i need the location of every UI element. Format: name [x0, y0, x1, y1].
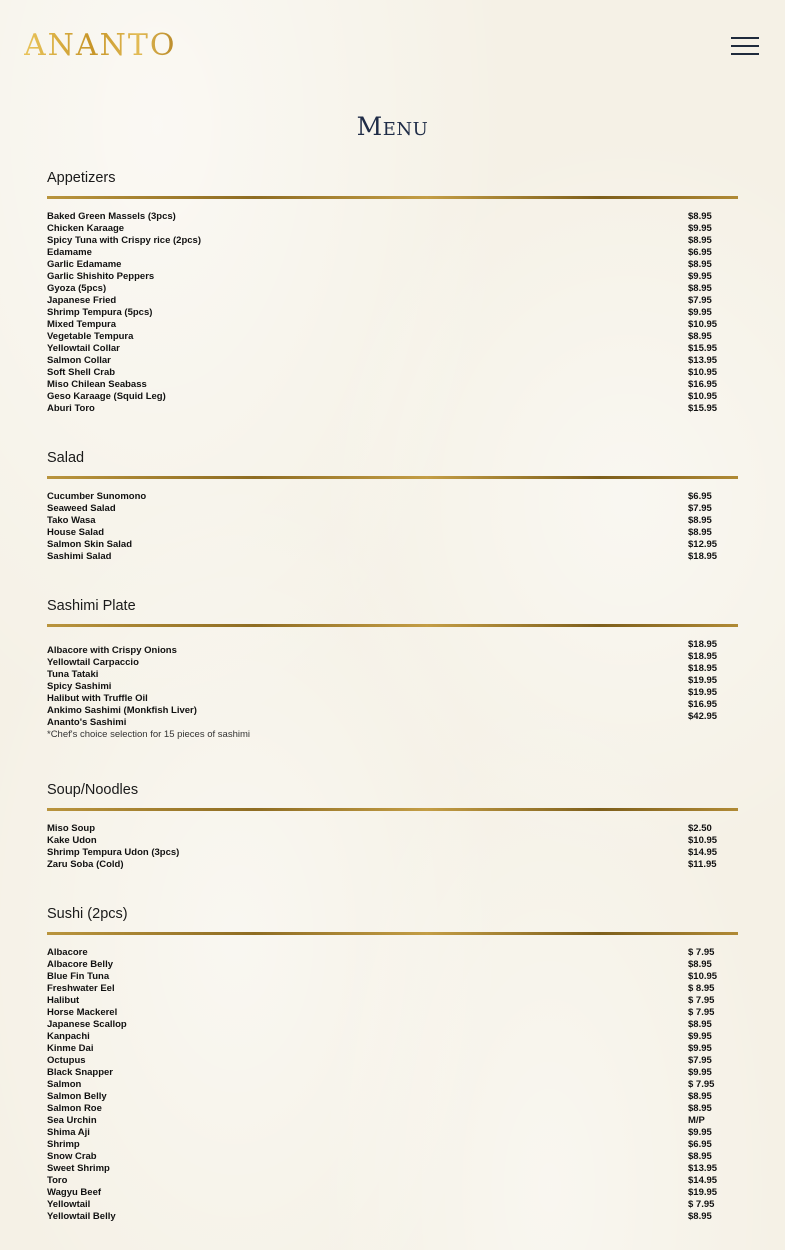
- menu-item-name: Sweet Shrimp: [47, 1163, 110, 1174]
- menu-item-price: $13.95: [688, 355, 718, 366]
- menu-item-price: $18.95: [688, 663, 718, 674]
- menu-item-price: $6.95: [688, 491, 712, 502]
- menu-item-row: [47, 1103, 738, 1115]
- menu-item-row: [47, 995, 738, 1007]
- menu-item-name: Baked Green Massels (3pcs): [47, 211, 176, 222]
- menu-item-row: [47, 1091, 738, 1103]
- menu-item-row: [47, 539, 738, 551]
- menu-item-price: $8.95: [688, 331, 712, 342]
- menu-item-name: Salmon Collar: [47, 355, 111, 366]
- hamburger-line: [731, 45, 759, 47]
- menu-item-name: Vegetable Tempura: [47, 331, 134, 342]
- menu-item-row: [47, 503, 738, 515]
- menu-item-price: $ 7.95: [688, 1007, 715, 1018]
- menu-item-price: $ 7.95: [688, 1199, 715, 1210]
- menu-item-price: $8.95: [688, 1091, 712, 1102]
- menu-item-price: $18.95: [688, 551, 718, 562]
- menu-item-name: Yellowtail Carpaccio: [47, 657, 139, 668]
- ananto-logo[interactable]: ANANTO: [24, 28, 177, 63]
- menu-item-name: Horse Mackerel: [47, 1007, 118, 1018]
- hamburger-menu-icon[interactable]: [731, 36, 759, 56]
- menu-item-name: Albacore with Crispy Onions: [47, 645, 177, 656]
- section-divider: [47, 624, 738, 627]
- menu-item-name: Freshwater Eel: [47, 983, 115, 994]
- menu-item-name: Kake Udon: [47, 835, 97, 846]
- menu-item-price: $2.50: [688, 823, 712, 834]
- sashimi-list: [47, 639, 738, 741]
- menu-item-name: Snow Crab: [47, 1151, 97, 1162]
- menu-item-name: Salmon Roe: [47, 1103, 102, 1114]
- menu-item-row: [47, 1139, 738, 1151]
- menu-item-price: $9.95: [688, 1031, 712, 1042]
- menu-item-price: $8.95: [688, 959, 712, 970]
- menu-item-price: $10.95: [688, 391, 718, 402]
- menu-item-name: Salmon Belly: [47, 1091, 107, 1102]
- section-divider: [47, 808, 738, 811]
- menu-item-row: [47, 859, 738, 871]
- menu-item-row: [47, 847, 738, 859]
- menu-item-price: $8.95: [688, 1019, 712, 1030]
- item-list: [47, 823, 738, 871]
- menu-item-name: Shrimp: [47, 1139, 80, 1150]
- menu-item-name: Yellowtail Collar: [47, 343, 120, 354]
- menu-item-row: [47, 1199, 738, 1211]
- menu-item-row: [47, 283, 738, 295]
- menu-item-row: [47, 295, 738, 307]
- section-divider: [47, 476, 738, 479]
- menu-item-name: Wagyu Beef: [47, 1187, 102, 1198]
- menu-item-row: [47, 947, 738, 959]
- menu-item-row: [47, 367, 738, 379]
- menu-item-name: Tuna Tataki: [47, 669, 99, 680]
- menu-item-name: Shima Aji: [47, 1127, 90, 1138]
- menu-item-price: $9.95: [688, 1127, 712, 1138]
- menu-item-price: $19.95: [688, 687, 718, 698]
- menu-item-name: Mixed Tempura: [47, 319, 116, 330]
- menu-item-row: [47, 343, 738, 355]
- menu-item-name: Geso Karaage (Squid Leg): [47, 391, 166, 402]
- menu-item-name: Shrimp Tempura (5pcs): [47, 307, 153, 318]
- menu-item-row: [47, 223, 738, 235]
- menu-item-row: [47, 379, 738, 391]
- menu-item-name: Sashimi Salad: [47, 551, 112, 562]
- menu-item-name: Chicken Karaage: [47, 223, 125, 234]
- menu-item-row: [47, 403, 738, 415]
- item-list: [47, 211, 738, 415]
- menu-item-row: [47, 211, 738, 223]
- menu-item-name: Octupus: [47, 1055, 86, 1066]
- menu-item-price: $8.95: [688, 515, 712, 526]
- menu-item-name: Albacore: [47, 947, 88, 958]
- section-appetizers: [47, 166, 738, 446]
- section-divider: [47, 932, 738, 935]
- menu-item-price: $7.95: [688, 295, 712, 306]
- menu-item-name: Toro: [47, 1175, 68, 1186]
- menu-item-name: Spicy Sashimi: [47, 681, 112, 692]
- menu-item-name: Garlic Shishito Peppers: [47, 271, 155, 282]
- menu-item-price: $9.95: [688, 307, 712, 318]
- menu-item-price: $18.95: [688, 651, 718, 662]
- menu-item-price: $14.95: [688, 847, 718, 858]
- section-sushi: [47, 902, 738, 1223]
- menu-item-price: $15.95: [688, 343, 718, 354]
- menu-item-price: $14.95: [688, 1175, 718, 1186]
- sashimi-prices: [688, 639, 717, 723]
- menu-item-name: Ankimo Sashimi (Monkfish Liver): [47, 705, 197, 716]
- menu-item-row: [47, 1055, 738, 1067]
- menu-item-name: Japanese Scallop: [47, 1019, 127, 1030]
- menu-item-row: [47, 491, 738, 503]
- menu-item-name: Japanese Fried: [47, 295, 117, 306]
- menu-item-price: $16.95: [688, 379, 718, 390]
- menu-item-row: [47, 355, 738, 367]
- menu-item-price: $8.95: [688, 211, 712, 222]
- menu-item-price: $9.95: [688, 223, 712, 234]
- menu-item-price: $12.95: [688, 539, 718, 550]
- menu-item-name: Spicy Tuna with Crispy rice (2pcs): [47, 235, 201, 246]
- menu-item-price: $6.95: [688, 1139, 712, 1150]
- menu-item-name: Garlic Edamame: [47, 259, 122, 270]
- section-divider: [47, 196, 738, 199]
- section-title: Appetizers: [47, 170, 116, 186]
- menu-item-row: [47, 1079, 738, 1091]
- menu-item-row: [47, 1151, 738, 1163]
- menu-item-name: Yellowtail: [47, 1199, 91, 1210]
- menu-item-name: Tako Wasa: [47, 515, 96, 526]
- menu-item-row: [47, 307, 738, 319]
- menu-item-price: $10.95: [688, 319, 718, 330]
- sashimi-names: [47, 639, 738, 741]
- section-salad: [47, 446, 738, 594]
- menu-item-name: Black Snapper: [47, 1067, 113, 1078]
- item-list: [47, 491, 738, 563]
- menu-item-price: $8.95: [688, 1211, 712, 1222]
- menu-item-price: $9.95: [688, 1043, 712, 1054]
- menu-item-row: [47, 1019, 738, 1031]
- menu-item-row: [47, 1175, 738, 1187]
- menu-item-name: Cucumber Sunomono: [47, 491, 147, 502]
- menu-item-name: Kinme Dai: [47, 1043, 94, 1054]
- menu-item-price: $10.95: [688, 835, 718, 846]
- menu-item-name: Halibut: [47, 995, 80, 1006]
- menu-item-row: [47, 527, 738, 539]
- menu-item-row: [47, 823, 738, 835]
- menu-item-row: [47, 1163, 738, 1175]
- menu-item-name: Gyoza (5pcs): [47, 283, 107, 294]
- menu-item-price: $8.95: [688, 235, 712, 246]
- menu-item-price: $42.95: [688, 711, 718, 722]
- menu-item-row: [47, 1115, 738, 1127]
- menu-item-price: $8.95: [688, 283, 712, 294]
- menu-item-price: $8.95: [688, 1151, 712, 1162]
- menu-item-price: $ 8.95: [688, 983, 715, 994]
- menu-item-price: $8.95: [688, 527, 712, 538]
- menu-item-price: $9.95: [688, 1067, 712, 1078]
- menu-item-name: Aburi Toro: [47, 403, 95, 414]
- menu-item-row: [47, 331, 738, 343]
- menu-item-row: [47, 1031, 738, 1043]
- menu-item-name: Sea Urchin: [47, 1115, 97, 1126]
- menu-item-price: $ 7.95: [688, 947, 715, 958]
- menu-item-name: Soft Shell Crab: [47, 367, 116, 378]
- menu-item-name: Blue Fin Tuna: [47, 971, 110, 982]
- menu-item-name: Kanpachi: [47, 1031, 90, 1042]
- hamburger-line: [731, 37, 759, 39]
- menu-item-price: $9.95: [688, 271, 712, 282]
- menu-item-name: Salmon: [47, 1079, 82, 1090]
- menu-item-price: $6.95: [688, 247, 712, 258]
- menu-item-price: $8.95: [688, 259, 712, 270]
- menu-item-row: [47, 319, 738, 331]
- menu-item-row: [47, 983, 738, 995]
- menu-item-row: [47, 551, 738, 563]
- menu-item-price: $7.95: [688, 503, 712, 514]
- menu-item-row: [47, 1067, 738, 1079]
- menu-item-price: $ 7.95: [688, 1079, 715, 1090]
- menu-item-row: [47, 959, 738, 971]
- section-title: Sushi (2pcs): [47, 906, 128, 922]
- menu-item-row: [47, 247, 738, 259]
- section-title: Salad: [47, 450, 85, 466]
- menu-item-name: Zaru Soba (Cold): [47, 859, 124, 870]
- menu-item-row: [47, 1043, 738, 1055]
- menu-item-name: Yellowtail Belly: [47, 1211, 116, 1222]
- menu-item-row: [47, 235, 738, 247]
- menu-item-price: $19.95: [688, 1187, 718, 1198]
- menu-item-price: $16.95: [688, 699, 718, 710]
- menu-item-row: [47, 391, 738, 403]
- item-list: [47, 947, 738, 1223]
- menu-item-price: $11.95: [688, 859, 717, 870]
- menu-item-name: Shrimp Tempura Udon (3pcs): [47, 847, 180, 858]
- menu-item-name: House Salad: [47, 527, 105, 538]
- site-header: [0, 0, 785, 92]
- menu-item-name: Albacore Belly: [47, 959, 113, 970]
- menu-item-row: [47, 259, 738, 271]
- menu-item-row: [47, 271, 738, 283]
- section-sashimi-plate: [47, 594, 738, 778]
- menu-item-row: [47, 971, 738, 983]
- menu-item-row: [47, 835, 738, 847]
- menu-item-name: Halibut with Truffle Oil: [47, 693, 148, 704]
- menu-item-price: $ 7.95: [688, 995, 715, 1006]
- menu-item-row: [47, 1127, 738, 1139]
- menu-item-name: Ananto's Sashimi: [47, 717, 127, 728]
- menu-item-name: Miso Chilean Seabass: [47, 379, 147, 390]
- menu-item-name: Seaweed Salad: [47, 503, 116, 514]
- section-title: Soup/Noodles: [47, 782, 139, 798]
- menu-item-price: $15.95: [688, 403, 718, 414]
- menu-content: [47, 166, 738, 1223]
- hamburger-line: [731, 53, 759, 55]
- menu-item-price: $10.95: [688, 367, 718, 378]
- menu-item-price: M/P: [688, 1115, 705, 1126]
- menu-item-name: Edamame: [47, 247, 92, 258]
- menu-item-row: [47, 1007, 738, 1019]
- menu-item-row: [47, 515, 738, 527]
- menu-item-price: $10.95: [688, 971, 718, 982]
- menu-item-row: [47, 1187, 738, 1199]
- menu-item-price: $8.95: [688, 1103, 712, 1114]
- section-soup-noodles: [47, 778, 738, 902]
- menu-item-price: $13.95: [688, 1163, 718, 1174]
- section-title: Sashimi Plate: [47, 598, 136, 614]
- menu-item-price: $18.95: [688, 639, 718, 650]
- page-title: Menu: [356, 112, 429, 141]
- sashimi-note: *Chef's choice selection for 15 pieces of sashimi: [47, 729, 250, 740]
- menu-item-price: $7.95: [688, 1055, 712, 1066]
- menu-item-price: $19.95: [688, 675, 718, 686]
- menu-item-row: [47, 1211, 738, 1223]
- menu-item-name: Salmon Skin Salad: [47, 539, 132, 550]
- menu-item-name: Miso Soup: [47, 823, 96, 834]
